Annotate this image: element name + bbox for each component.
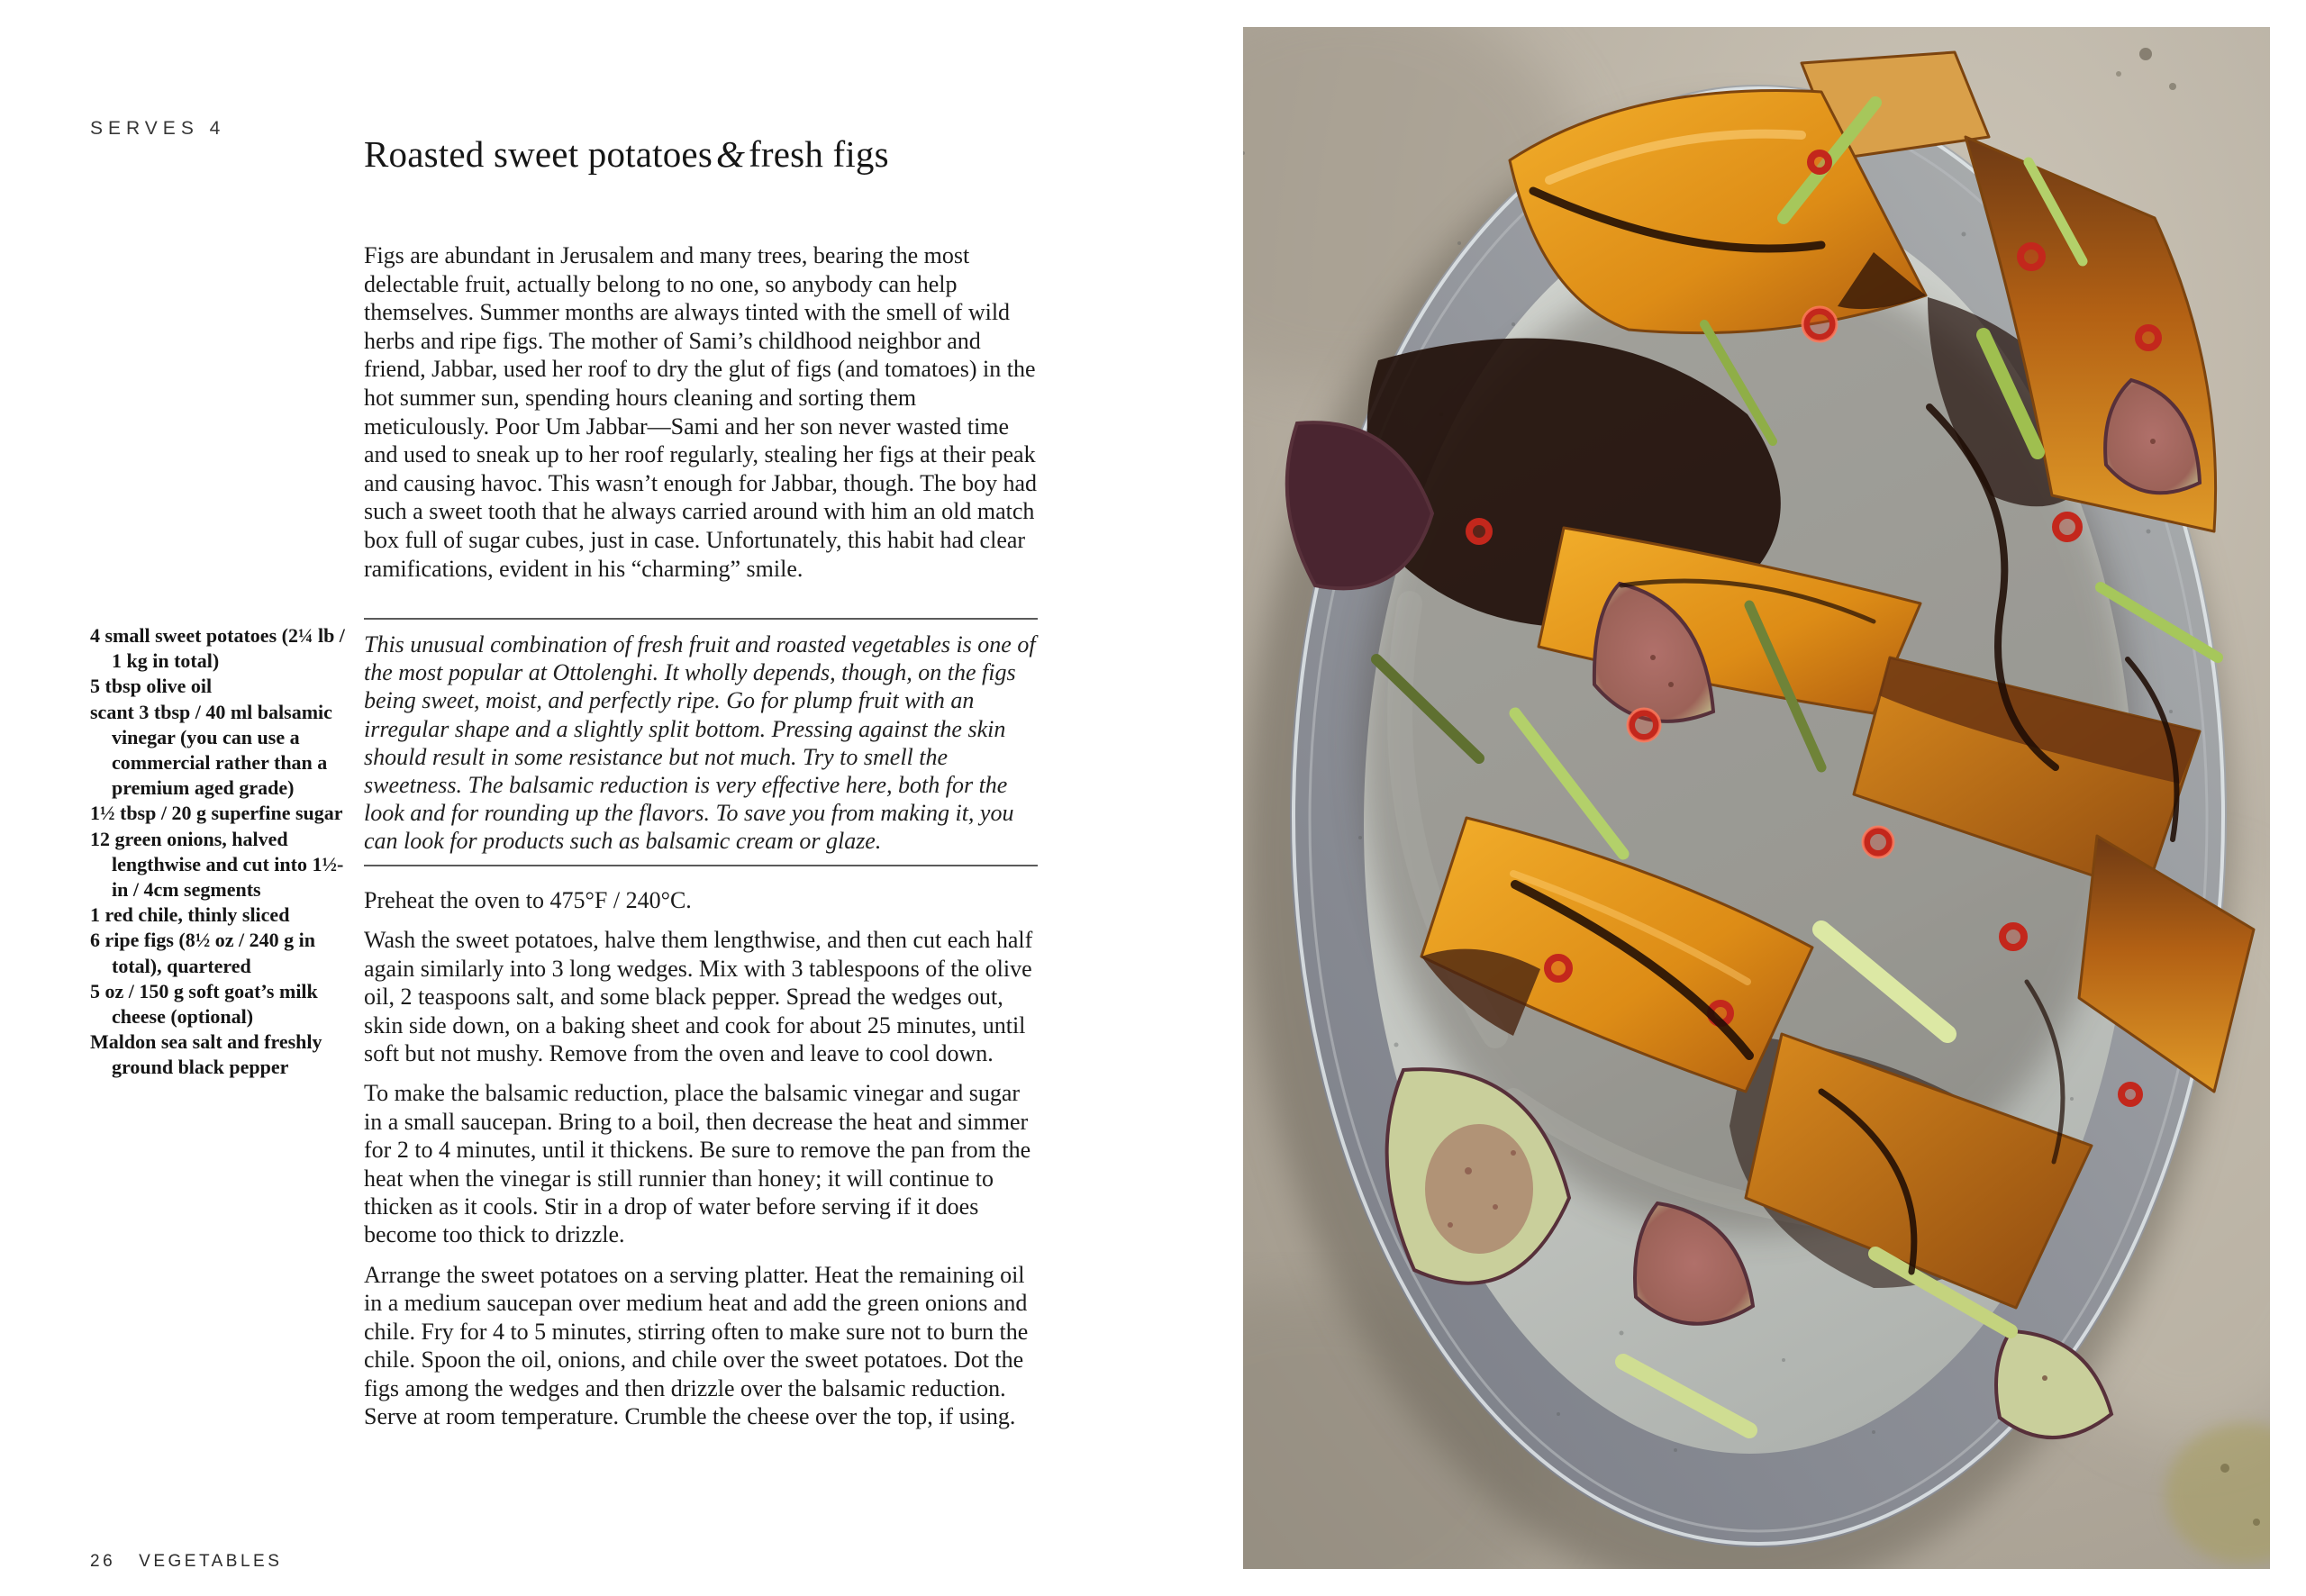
ingredients-list — [90, 623, 353, 1081]
ingredient-item: 1½ tbsp / 20 g superfine sugar — [90, 802, 343, 825]
section-divider-bottom — [364, 865, 1038, 866]
section-label: VEGETABLES — [139, 1552, 283, 1571]
chile-ring — [2056, 515, 2079, 539]
chile-ring — [1548, 957, 1569, 979]
recipe-title-ampersand: & — [715, 133, 746, 176]
method-steps — [364, 886, 1041, 1442]
chile-ring — [1866, 830, 1890, 854]
recipe-title — [364, 132, 889, 176]
ingredient-item: Maldon sea salt and freshly ground black pepper — [90, 1030, 322, 1079]
recipe-title-part1: Roasted sweet potatoes — [364, 133, 713, 176]
chile-ring — [1811, 153, 1829, 171]
ingredient-item: 4 small sweet potatoes (2¼ lb / 1 kg in total) — [90, 624, 345, 673]
ingredient-item: 6 ripe figs (8½ oz / 240 g in total), quartered — [90, 929, 315, 977]
ingredient-item: 5 oz / 150 g soft goat’s milk cheese (optional) — [90, 979, 318, 1029]
recipe-title-part2: fresh figs — [749, 133, 889, 176]
ingredient-item: 5 tbsp olive oil — [90, 675, 213, 698]
intro-paragraph: Figs are abundant in Jerusalem and many trees, bearing the most delectable fruit, actually belong to no one, so anybody can help themselves. Summer months are always tinted with the smell of wild herbs and ripe figs. The mother of Sami’s childhood neighbor and friend, Jabbar, used her roof to dry the glut of figs (and tomatoes) in the hot summer sun, spending hours cleaning and sorting them meticulously. Poor Um Jabbar—Sami and her son never wasted time and used to sneak up to her roof regularly, stealing her figs at their peak and causing havoc. This wasn’t enough for Jabbar, though. The boy had such a sweet tooth that he always carried around with him an old match box full of sugar cubes, just in case. Unfortunately, this habit had clear ramifications, evident in his “charming” smile. — [364, 242, 1038, 582]
method-step-reduction: To make the balsamic reduction, place the balsamic vinegar and sugar in a small saucepan. Bring to a boil, then decrease the heat and simmer for 2 to 4 minutes, until it thickens. Be sure to remove the pan from the heat when the vinegar is still runnier than honey; it will continue to thicken as it cools. Stir in a drop of water before serving if it does become too thick to drizzle. — [364, 1080, 1031, 1248]
chile-ring — [2020, 246, 2042, 268]
chile-ring — [1631, 712, 1657, 738]
chile-ring — [1806, 311, 1833, 338]
page-footer — [90, 1552, 282, 1572]
chile-ring — [2138, 328, 2158, 348]
section-divider-top — [364, 618, 1038, 620]
method-step-assemble: Arrange the sweet potatoes on a serving platter. Heat the remaining oil in a medium saucepan over medium heat and add the green onions and chile. Fry for 4 to 5 minutes, stirring often to make sure not to burn the chile. Spoon the oil, onions, and chile over the sweet potatoes. Dot the figs among the wedges and then drizzle over the balsamic reduction. Serve at room temperature. Crumble the cheese over the top, if using. — [364, 1261, 1029, 1429]
ingredient-item: scant 3 tbsp / 40 ml balsamic vinegar (you can use a commercial rather than a premium aged grade) — [90, 700, 332, 800]
chile-ring — [1469, 521, 1489, 541]
ingredient-item: 1 red chile, thinly sliced — [90, 903, 290, 927]
page-number: 26 — [90, 1552, 116, 1571]
chile-ring — [2002, 926, 2024, 948]
serves-label: SERVES 4 — [90, 118, 226, 139]
method-step-roast: Wash the sweet potatoes, halve them lengthwise, and then cut each half again similarly into 3 long wedges. Mix with 3 tablespoons of the olive oil, 2 teaspoons salt, and some black pepper. Spread the wedges out, skin side down, on a baking sheet and cook for about 25 minutes, until soft but not mushy. Remove from the oven and leave to cool down. — [364, 927, 1033, 1067]
method-step-preheat: Preheat the oven to 475°F / 240°C. — [364, 887, 692, 913]
headnote-italic: This unusual combination of fresh fruit and roasted vegetables is one of the most popular at Ottolenghi. It wholly depends, though, on the figs being sweet, moist, and perfectly ripe. Go for plump fruit with an irregular shape and a slightly split bottom. Pressing against the skin should result in some resistance but not much. Try to smell the sweetness. The balsamic reduction is very effective here, both for the look and for rounding up the flavors. To save you from making it, you can look for products such as balsamic cream or glaze. — [364, 631, 1036, 855]
chile-ring — [2121, 1085, 2139, 1103]
dish-photo — [1243, 27, 2270, 1569]
ingredient-item: 12 green onions, halved lengthwise and cut into 1½-in / 4cm segments — [90, 827, 344, 902]
